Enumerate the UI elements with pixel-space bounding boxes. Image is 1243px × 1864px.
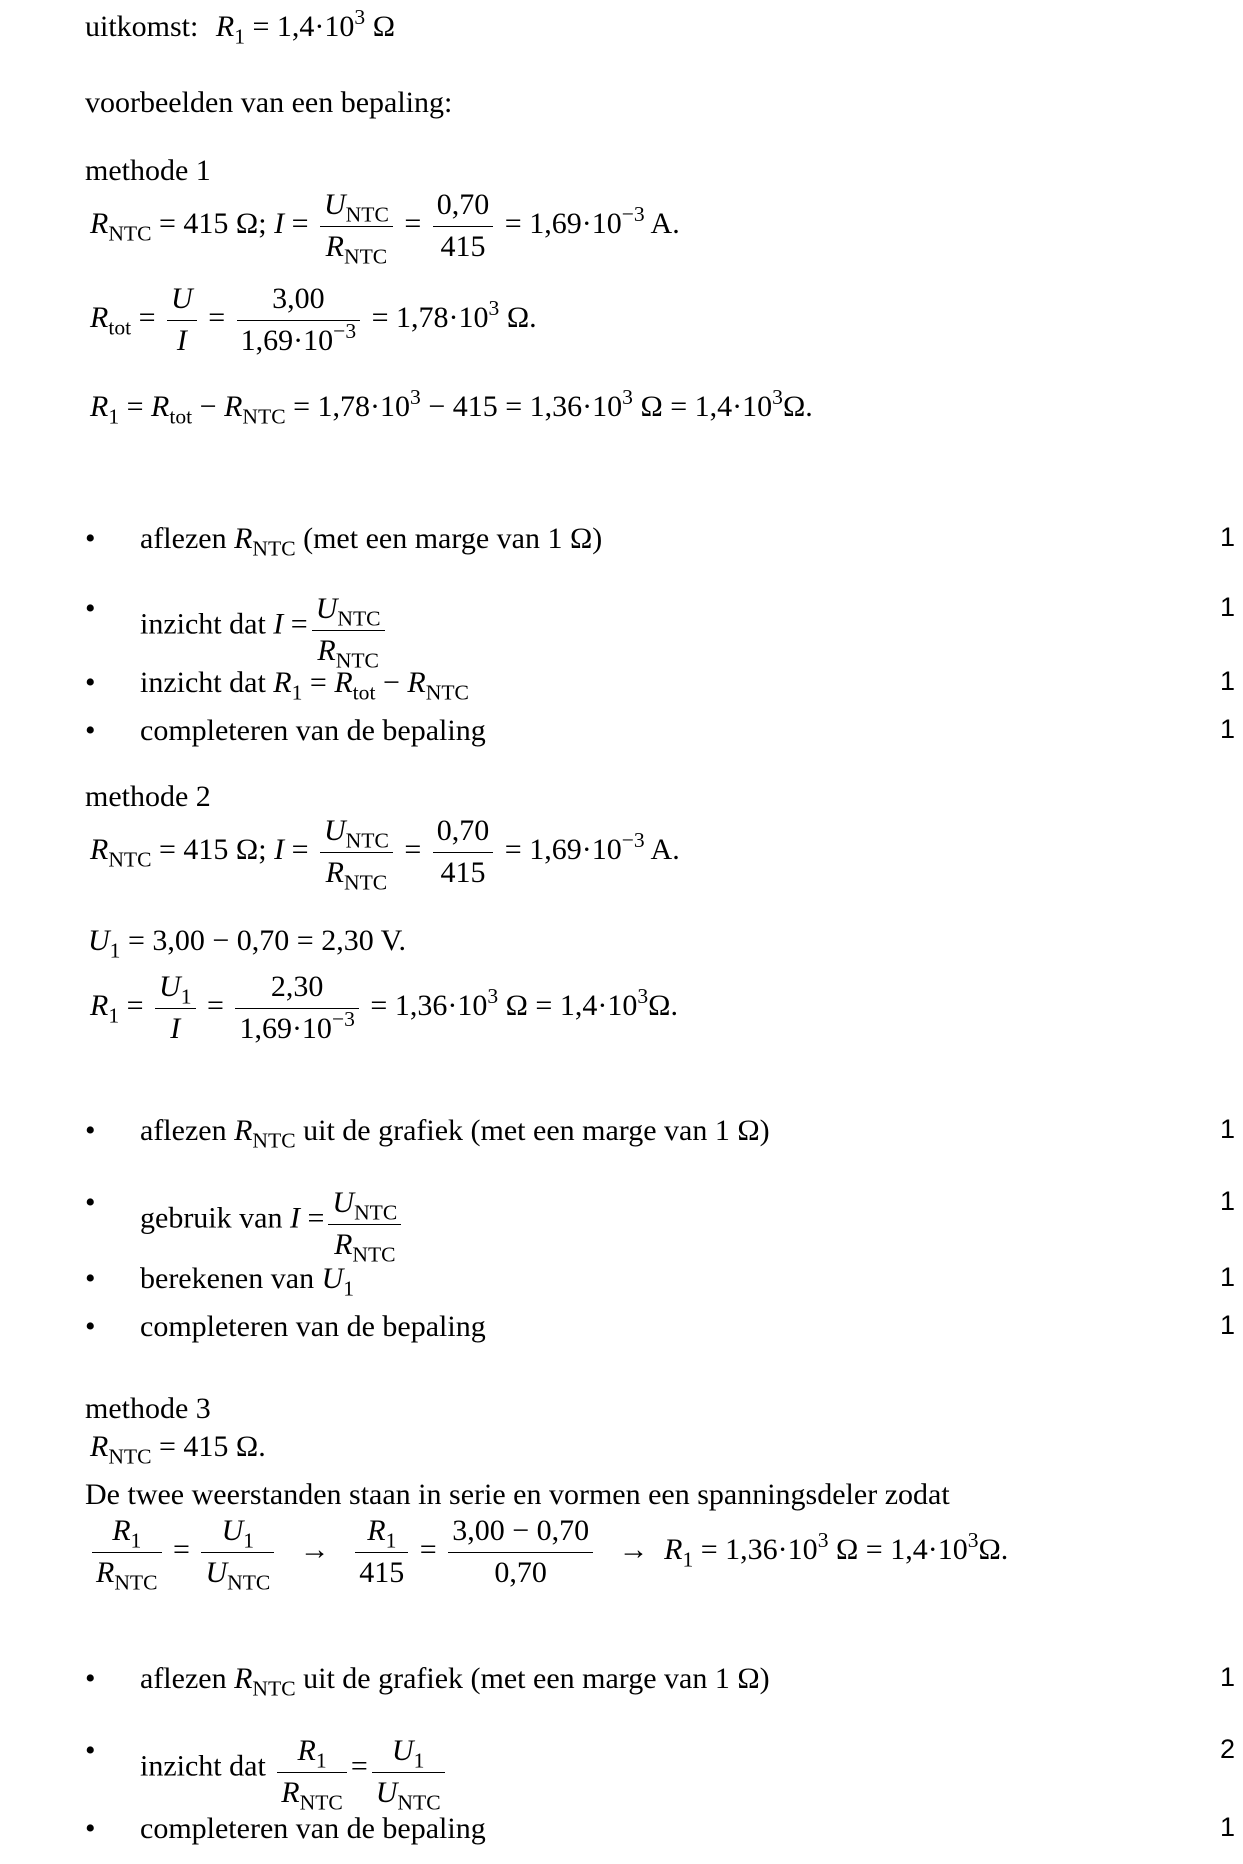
method-1-equation-1: $R_{NTC} = 415$ Ω; I = $\frac{U_{NTC}}{R_{NTC}}$ = $\frac{0,70}{415}$ = $1,69\cdot 10^{-3}$ A. xyxy=(90,188,680,269)
points: 2 xyxy=(1219,1734,1235,1764)
method-3-equation-1: $R_{NTC} = 415$ Ω. xyxy=(90,1430,266,1469)
method-1-equation-2: $R_{tot}$ = $\frac{U}{I}$ = $\frac{3,00}{1,69\cdot 10^{-3}}$ = $1,78\cdot 10^3$ Ω. xyxy=(90,282,537,357)
fraction: $\frac{R_1}{415}$ xyxy=(355,1514,408,1590)
fraction: $\frac{U_{NTC}}{R_{NTC}}$ xyxy=(312,592,385,668)
method-3-title: methode 3 xyxy=(85,1392,211,1425)
points: 1 xyxy=(1219,1310,1235,1340)
method-2-title: methode 2 xyxy=(85,780,211,813)
examples-intro: voorbeelden van een bepaling: xyxy=(85,86,453,119)
points: 1 xyxy=(1219,1662,1235,1692)
points: 1 xyxy=(1219,522,1235,552)
result-line: uitkomst: $R_1 = 1,4\cdot 10^3$ Ω xyxy=(85,5,395,49)
method-1-title: methode 1 xyxy=(85,154,211,187)
fraction: $\frac{U_1}{U_{NTC}}$ xyxy=(372,1734,445,1810)
method-3-sentence: De twee weerstanden staan in serie en vormen een spanningsdeler zodat xyxy=(85,1478,950,1511)
points: 1 xyxy=(1219,1186,1235,1216)
method-2-equation-1: $R_{NTC} = 415$ Ω; I = $\frac{U_{NTC}}{R_{NTC}}$ = $\frac{0,70}{415}$ = $1,69\cdot 10^{-3}$ A. xyxy=(90,814,680,895)
fraction: $\frac{3,00}{1,69\cdot 10^{-3}}$ xyxy=(237,282,360,358)
fraction: $\frac{R_1}{R_{NTC}}$ xyxy=(277,1734,347,1810)
fraction: $\frac{U_{NTC}}{R_{NTC}}$ xyxy=(320,814,393,890)
fraction: $\frac{3,00 - 0,70}{0,70}$ xyxy=(448,1514,593,1590)
method-2-equation-2: $U_1 = 3,00 - 0,70 = 2,30$ V. xyxy=(88,924,406,963)
fraction: $\frac{U_1}{I}$ xyxy=(155,970,195,1046)
points: 1 xyxy=(1219,1812,1235,1842)
method-2-equation-3: $R_1$ = $\frac{U_1}{I}$ = $\frac{2,30}{1,69\cdot 10^{-3}}$ = $1,36\cdot 10^3$ $\Omega = 1,4\cdot 10^3\Omega$. xyxy=(90,970,678,1045)
fraction: $\frac{U_{NTC}}{R_{NTC}}$ xyxy=(328,1186,401,1262)
points: 1 xyxy=(1219,592,1235,622)
fraction: $\frac{U_1}{U_{NTC}}$ xyxy=(201,1514,274,1590)
points: 1 xyxy=(1219,714,1235,744)
fraction: $\frac{U_{NTC}}{R_{NTC}}$ xyxy=(320,188,393,264)
points: 1 xyxy=(1219,666,1235,696)
arrow-icon: → xyxy=(299,1532,330,1566)
points: 1 xyxy=(1219,1262,1235,1292)
points: 1 xyxy=(1219,1114,1235,1144)
arrow-icon: → xyxy=(618,1532,649,1566)
fraction: $\frac{U}{I}$ xyxy=(167,282,197,358)
fraction: $\frac{0,70}{415}$ xyxy=(433,188,494,264)
method-3-equation-2: $\frac{R_1}{R_{NTC}}$ = $\frac{U_1}{U_{NTC}}$ → $\frac{R_1}{415}$ = $\frac{3,00 - 0,70}{0,70}$ → $R_1 = 1,36\cdot 10^3$ $\Omega = 1,4\cdot 10^3\Omega$. xyxy=(88,1514,1008,1590)
fraction: $\frac{0,70}{415}$ xyxy=(433,814,494,890)
method-1-equation-3: $R_1 = R_{tot} - R_{NTC} = 1,78\cdot 10^3 - 415 = 1,36\cdot 10^3$ $\Omega = 1,4\cdot 10^3\Omega$. xyxy=(90,385,813,429)
fraction: $\frac{2,30}{1,69\cdot 10^{-3}}$ xyxy=(235,970,358,1046)
result-label: uitkomst: xyxy=(85,10,199,43)
fraction: $\frac{R_1}{R_{NTC}}$ xyxy=(92,1514,162,1590)
